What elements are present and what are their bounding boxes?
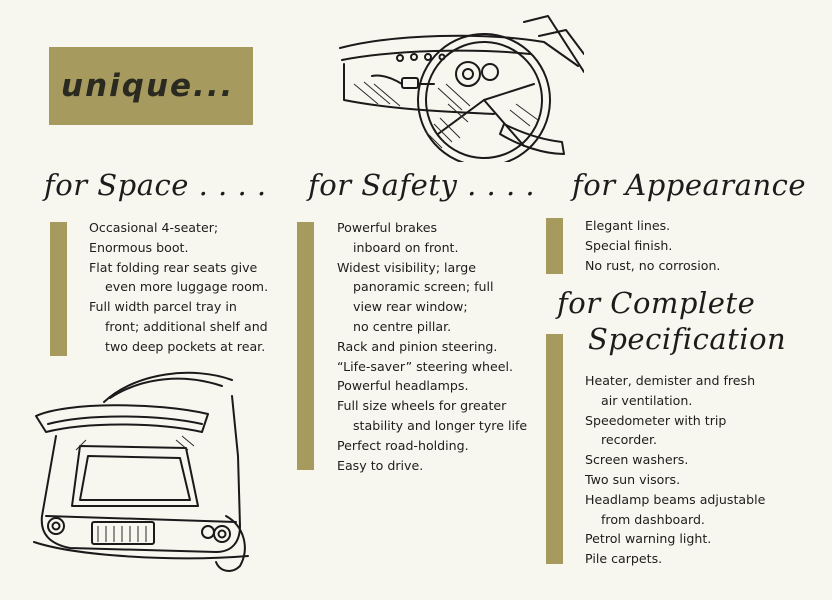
feature-line: view rear window; [353, 299, 468, 315]
heading-space: for Space . . . . [44, 168, 267, 202]
specification-feature-list [585, 371, 765, 569]
feature-line: Enormous boot. [89, 239, 189, 255]
spec-accent-bar [546, 334, 563, 564]
feature-line: No rust, no corrosion. [585, 257, 721, 273]
feature-line: Headlamp beams adjustable [585, 491, 766, 507]
appearance-accent-bar [546, 218, 563, 274]
feature-item [337, 337, 527, 357]
safety-accent-bar [297, 222, 314, 470]
feature-line: Powerful brakes [337, 220, 438, 235]
feature-item [337, 258, 527, 337]
feature-item [585, 490, 765, 530]
feature-line: panoramic screen; full [353, 279, 494, 295]
heading-appearance: for Appearance [572, 168, 807, 202]
feature-line: from dashboard. [601, 511, 705, 527]
feature-line: Two sun visors. [585, 471, 681, 487]
feature-line: recorder. [601, 432, 658, 448]
feature-item [585, 470, 765, 490]
feature-line: Rack and pinion steering. [337, 338, 498, 354]
feature-line: air ventilation. [601, 392, 693, 408]
feature-line: Screen washers. [585, 452, 689, 468]
feature-line: Pile carpets. [585, 551, 663, 567]
feature-item [89, 297, 268, 356]
feature-item [337, 218, 527, 258]
feature-item [585, 549, 765, 569]
feature-item [337, 357, 527, 377]
appearance-feature-list [585, 216, 720, 275]
feature-item [337, 436, 527, 456]
feature-line: Petrol warning light. [585, 531, 712, 547]
feature-item [585, 529, 765, 549]
space-accent-bar [50, 222, 67, 356]
feature-line: even more luggage room. [105, 279, 269, 295]
feature-item [585, 371, 765, 411]
feature-item [585, 450, 765, 470]
feature-line: no centre pillar. [353, 318, 452, 334]
feature-line: Widest visibility; large [337, 259, 476, 275]
feature-item [337, 376, 527, 396]
feature-item [89, 218, 268, 238]
heading-specification: Specification [588, 322, 787, 356]
feature-line: Heater, demister and fresh [585, 373, 756, 388]
unique-badge [49, 47, 253, 125]
feature-line: Special finish. [585, 237, 673, 253]
feature-item [89, 238, 268, 258]
space-feature-list [89, 218, 268, 357]
feature-line: Powerful headlamps. [337, 378, 469, 394]
feature-item [337, 396, 527, 436]
steering-wheel-illustration [334, 14, 584, 162]
feature-item [585, 411, 765, 451]
feature-line: “Life-saver” steering wheel. [337, 358, 514, 374]
heading-complete: for Complete [557, 286, 756, 320]
safety-feature-list [337, 218, 527, 475]
badge-label: unique... [61, 68, 235, 104]
feature-line: front; additional shelf and [105, 318, 268, 334]
feature-item [585, 216, 720, 236]
feature-item [585, 256, 720, 276]
feature-item [337, 456, 527, 476]
feature-line: inboard on front. [353, 239, 459, 255]
feature-line: Flat folding rear seats give [89, 259, 258, 275]
feature-line: Full size wheels for greater [337, 398, 507, 414]
feature-line: Speedometer with trip [585, 412, 727, 428]
heading-safety: for Safety . . . . [308, 168, 536, 202]
feature-line: Full width parcel tray in [89, 299, 237, 315]
car-open-boot-illustration [26, 366, 254, 574]
feature-line: stability and longer tyre life [353, 417, 528, 433]
feature-line: Easy to drive. [337, 457, 424, 473]
feature-item [585, 236, 720, 256]
feature-line: two deep pockets at rear. [105, 338, 266, 354]
feature-line: Perfect road-holding. [337, 437, 469, 453]
feature-line: Occasional 4-seater; [89, 220, 219, 235]
feature-item [89, 258, 268, 298]
feature-line: Elegant lines. [585, 218, 671, 233]
